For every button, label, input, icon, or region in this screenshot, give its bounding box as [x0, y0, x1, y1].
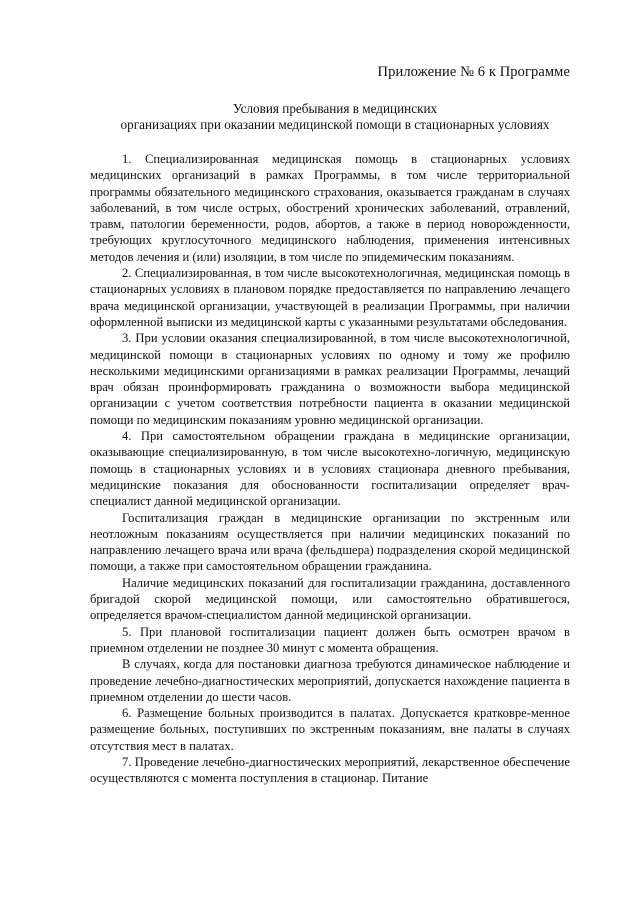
- document-body: [90, 151, 570, 787]
- paragraph-observation: В случаях, когда для постановки диагноза требуются динамическое наблюдение и проведение лечебно-диагностических мероприятий, допускается нахождение пациента в приемном отделении до шести часов.: [90, 657, 570, 704]
- document-title: [86, 101, 584, 133]
- paragraph-2: 2. Специализированная, в том числе высокотехнологичная, медицинская помощь в стационарных условиях в плановом порядке предоставляется по направлению лечащего врача медицинской организации, участвующей в реализации Программы, при наличии оформленной выписки из медицинской карты с указанными результатами обследования.: [90, 266, 570, 329]
- paragraph-ambulance-indications: Наличие медицинских показаний для госпитализации гражданина, доставленного бригадой скорой медицинской помощи, или самостоятельно обратившегося, определяется врачом-специалистом данной медицинской организации.: [90, 575, 570, 623]
- paragraph-1: 1. Специализированная медицинская помощь в стационарных условиях медицинских организаций в рамках Программы, в том числе территориальной программы обязательного медицинского страхования, оказывается гражданам в случаях заболеваний, в том числе острых, обострений хронических заболеваний, отравлений, травм, патологии беременности, родов, абортов, а также в период новорожденности, требующих круглосуточного медицинского наблюдения, применения интенсивных методов лечения и (или) изоляции, в том числе по эпидемическим показаниям.: [90, 152, 570, 264]
- paragraph-7: 7. Проведение лечебно-диагностических мероприятий, лекарственное обеспечение осуществляются с момента поступления в стационар. Питание: [90, 754, 570, 786]
- paragraph-4: 4. При самостоятельном обращении граждана в медицинские организации, оказывающие специализированную, в том числе высокотехно-логичную, медицинскую помощь в стационарных условиях и в условиях стационара дневного пребывания, медицинские показания для обоснованности госпитализации определяет врач-специалист данной медицинской организации.: [90, 429, 570, 509]
- paragraph-emergency-hospitalization: Госпитализация граждан в медицинские организации по экстренным или неотложным показаниям осуществляется при наличии медицинских показаний по направлению лечащего врача или врача (фельдшера) подразделения скорой медицинской помощи, а также при самостоятельном обращении гражданина.: [90, 510, 570, 574]
- paragraph-3: 3. При условии оказания специализированной, в том числе высокотехнологичной, медицинской помощи в стационарных условиях по одному и тому же профилю несколькими медицинскими организациями в рамках реализации Программы, лечащий врач обязан проинформировать гражданина о возможности выбора медицинской организации с учетом соответствия потребности пациента в оказании медицинской помощи по медицинским показаниям уровню медицинской организации.: [90, 331, 570, 427]
- paragraph-5: 5. При плановой госпитализации пациент должен быть осмотрен врачом в приемном отделении не позднее 30 минут с момента обращения.: [90, 624, 570, 655]
- paragraph-6: 6. Размещение больных производится в палатах. Допускается кратковре-менное размещение больных, поступивших по экстренным показаниям, вне палаты в случаях отсутствия мест в палатах.: [90, 706, 570, 753]
- title-line-2: организациях при оказании медицинской помощи в стационарных условиях: [120, 117, 550, 132]
- title-line-1: Условия пребывания в медицинских: [232, 101, 438, 116]
- appendix-label: Приложение № 6 к Программе: [377, 64, 570, 80]
